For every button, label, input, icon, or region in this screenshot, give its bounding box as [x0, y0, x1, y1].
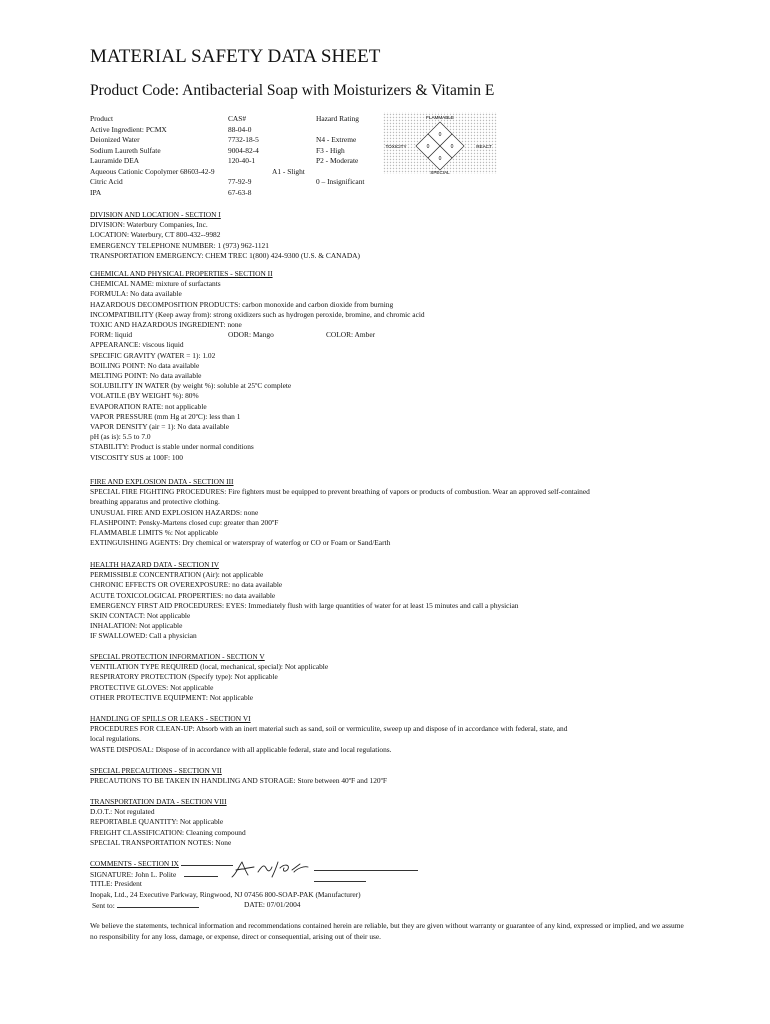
section-line: VISCOSITY SUS at 100F: 100: [90, 452, 183, 462]
section-line: REPORTABLE QUANTITY: Not applicable: [90, 817, 224, 827]
section-line: local regulations.: [90, 734, 141, 744]
section-line: PERMISSIBLE CONCENTRATION (Air): not applicable: [90, 570, 264, 580]
ingredient-name: Lauramide DEA: [90, 156, 140, 165]
sent-to-row: [92, 900, 199, 911]
col-cas-header: CAS#: [228, 114, 247, 123]
section-line: D.O.T.: Not regulated: [90, 807, 155, 817]
signature-label: SIGNATURE: John L. Polite: [90, 869, 177, 879]
section-line: PROCEDURES FOR CLEAN-UP: Absorb with an inert material such as sand, soil or vermiculite, sweep up and dispose of in accordance with federal, state, and: [90, 724, 568, 734]
section-line: INCOMPATIBILITY (Keep away from): strong oxidizers such as hydrogen peroxide, bromine, and chromic acid: [90, 309, 425, 319]
section-line: BOILING POINT: No data available: [90, 360, 200, 370]
title-line: TITLE: President: [90, 879, 142, 888]
section-3: [90, 477, 690, 548]
section-line: STABILITY: Product is stable under normal conditions: [90, 442, 254, 452]
col-hazard-header: Hazard Rating: [316, 114, 359, 123]
section-line: SOLUBILITY IN WATER (by weight %): soluble at 25ºC complete: [90, 381, 292, 391]
product-code: Product Code: Antibacterial Soap with Moisturizers & Vitamin E: [90, 82, 495, 99]
section-heading: SPECIAL PROTECTION INFORMATION - SECTION V: [90, 652, 265, 661]
ingredient-cas: 9004-82-4: [228, 145, 259, 155]
section-line: SPECIAL TRANSPORTATION NOTES: None: [90, 837, 232, 847]
ingredient-name: Aqueous Cationic Copolymer 68603-42-9: [90, 166, 215, 176]
hazard-rating: N4 - Extreme: [316, 135, 357, 144]
col-product-header: Product: [90, 114, 113, 123]
react-label: REACT: [476, 144, 492, 149]
blank-line: [184, 869, 218, 877]
section-line: PROTECTIVE GLOVES: Not applicable: [90, 682, 214, 692]
section-line: ACUTE TOXICOLOGICAL PROPERTIES: no data available: [90, 590, 276, 600]
section-line: pH (as is): 5.5 to 7.0: [90, 432, 151, 442]
sent-to-label: Sent to:: [92, 901, 115, 910]
section-line: VAPOR DENSITY (air = 1): No data available: [90, 422, 230, 432]
blank-line: [117, 900, 199, 908]
section-4: [90, 560, 690, 642]
date-line: DATE: 07/01/2004: [244, 900, 301, 909]
section-line: MELTING POINT: No data available: [90, 371, 202, 381]
section-heading: CHEMICAL AND PHYSICAL PROPERTIES - SECTION II: [90, 269, 273, 278]
section-line: FREIGHT CLASSIFICATION: Cleaning compound: [90, 827, 246, 837]
ingredient-name: Active Ingredient: PCMX: [90, 124, 167, 134]
section-heading: SPECIAL PRECAUTIONS - SECTION VII: [90, 766, 222, 775]
special-value: 0: [438, 156, 442, 162]
section-line: INHALATION: Not applicable: [90, 621, 183, 631]
hazard-rating: F3 - High: [316, 145, 345, 155]
section-5: [90, 652, 690, 703]
section-heading: COMMENTS - SECTION IX: [90, 859, 179, 868]
form-odor-color-row: [90, 330, 690, 340]
section-heading: TRANSPORTATION DATA - SECTION VIII: [90, 797, 227, 806]
section-line: SKIN CONTACT: Not applicable: [90, 611, 191, 621]
section-line: LOCATION: Waterbury, CT 800-432--9982: [90, 230, 221, 240]
section-line: RESPIRATORY PROTECTION (Specify type): Not applicable: [90, 672, 278, 682]
section-1: [90, 210, 690, 261]
section-line: APPEARANCE: viscous liquid: [90, 340, 184, 350]
ingredient-cas: A1 - Slight: [272, 166, 305, 176]
section-line: SPECIFIC GRAVITY (WATER = 1): 1.02: [90, 350, 216, 360]
section-line: FORMULA: No data available: [90, 289, 182, 299]
disclaimer: We believe the statements, technical information and recommendations contained herein are reliable, but they are given without warranty or guarantee of any kind, expressed or implied, and we assume no responsibility for any loss, damage, or expense, direct or consequential, arising out of their use.: [90, 921, 684, 941]
section-line: VENTILATION TYPE REQUIRED (local, mechanical, special): Not applicable: [90, 662, 329, 672]
section-heading: HANDLING OF SPILLS OR LEAKS - SECTION VI: [90, 714, 251, 723]
ingredient-cas: 67-63-8: [228, 187, 252, 197]
company-line: Inopak, Ltd., 24 Executive Parkway, Ringwood, NJ 07456 800-SOAP-PAK (Manufacturer): [90, 889, 361, 899]
react-value: 0: [450, 144, 454, 150]
blank-line: [314, 874, 366, 882]
section-heading: DIVISION AND LOCATION - SECTION I: [90, 210, 221, 219]
section-line: EVAPORATION RATE: not applicable: [90, 401, 207, 411]
section-line: VOLATILE (BY WEIGHT %): 80%: [90, 391, 199, 401]
section-line: EMERGENCY TELEPHONE NUMBER: 1 (973) 962-1121: [90, 240, 269, 250]
section-line: breathing apparatus and protective clothing.: [90, 497, 220, 507]
section-line: IF SWALLOWED: Call a physician: [90, 631, 197, 641]
section-line: WASTE DISPOSAL: Dispose of in accordance with all applicable federal, state and local regulations.: [90, 744, 392, 754]
section-line: PRECAUTIONS TO BE TAKEN IN HANDLING AND STORAGE: Store between 40ºF and 120ºF: [90, 776, 388, 786]
hazard-diamond-diagram: [380, 110, 500, 176]
ingredient-cas: 88-04-0: [228, 124, 252, 134]
section-line: VAPOR PRESSURE (mm Hg at 20ºC): less than 1: [90, 411, 241, 421]
section-6: [90, 714, 690, 755]
section-line: EMERGENCY FIRST AID PROCEDURES: EYES: Immediately flush with large quantities of water for at least 15 minutes and call a physician: [90, 600, 519, 610]
hazard-rating: 0 – Insignificant: [316, 177, 365, 186]
ingredient-cas: 120-40-1: [228, 156, 256, 165]
section-heading: FIRE AND EXPLOSION DATA - SECTION III: [90, 477, 234, 486]
section-heading: HEALTH HAZARD DATA - SECTION IV: [90, 560, 220, 569]
section-line: FLASHPOINT: Pensky-Martens closed cup: greater than 200ºF: [90, 517, 279, 527]
flammable-label: FLAMMABLE: [426, 115, 454, 120]
form-value: FORM: liquid: [90, 330, 133, 340]
toxicity-value: 0: [426, 144, 430, 150]
section-line: EXTINGUISHING AGENTS: Dry chemical or waterspray of waterfog or CO or Foam or Sand/Earth: [90, 538, 391, 548]
ingredient-cas: 7732-18-5: [228, 135, 259, 144]
section-line: UNUSUAL FIRE AND EXPLOSION HAZARDS: none: [90, 507, 259, 517]
blank-line: [181, 858, 233, 866]
blank-line-right-2: [314, 869, 366, 887]
section-line: TOXIC AND HAZARDOUS INGREDIENT: none: [90, 320, 242, 330]
color-value: COLOR: Amber: [326, 330, 376, 340]
section-line: CHEMICAL NAME: mixture of surfactants: [90, 279, 221, 289]
section-line: CHRONIC EFFECTS OR OVEREXPOSURE: no data available: [90, 580, 283, 590]
document-title: MATERIAL SAFETY DATA SHEET: [90, 46, 381, 67]
handwritten-signature: [228, 858, 318, 880]
ingredient-name: Sodium Laureth Sulfate: [90, 145, 161, 155]
hazard-rating: P2 - Moderate: [316, 156, 359, 165]
hazard-diamond-icon: [380, 110, 500, 176]
section-line: FLAMMABLE LIMITS %: Not applicable: [90, 528, 219, 538]
ingredient-name: Citric Acid: [90, 177, 123, 186]
ingredient-cas: 77-92-9: [228, 177, 252, 186]
ingredient-name: IPA: [90, 187, 102, 197]
section-line: DIVISION: Waterbury Companies, Inc.: [90, 220, 208, 230]
section-2: [90, 269, 690, 463]
section-7: [90, 766, 690, 786]
toxicity-label: TOXICITY: [385, 144, 407, 149]
section-8: [90, 797, 690, 848]
odor-value: ODOR: Mango: [228, 330, 274, 340]
flammable-value: 0: [438, 132, 442, 138]
section-line: SPECIAL FIRE FIGHTING PROCEDURES: Fire fighters must be equipped to prevent breathing of vapors or products of combustion. Wear an approved self-contained: [90, 487, 590, 497]
section-line: HAZARDOUS DECOMPOSITION PRODUCTS: carbon monoxide and carbon dioxide from burning: [90, 299, 394, 309]
special-label: SPECIAL: [430, 170, 450, 175]
section-line: TRANSPORTATION EMERGENCY: CHEM TREC 1(800) 424-9300 (U.S. & CANADA): [90, 250, 360, 260]
ingredient-name: Deionized Water: [90, 135, 140, 144]
section-line: OTHER PROTECTIVE EQUIPMENT: Not applicable: [90, 692, 254, 702]
